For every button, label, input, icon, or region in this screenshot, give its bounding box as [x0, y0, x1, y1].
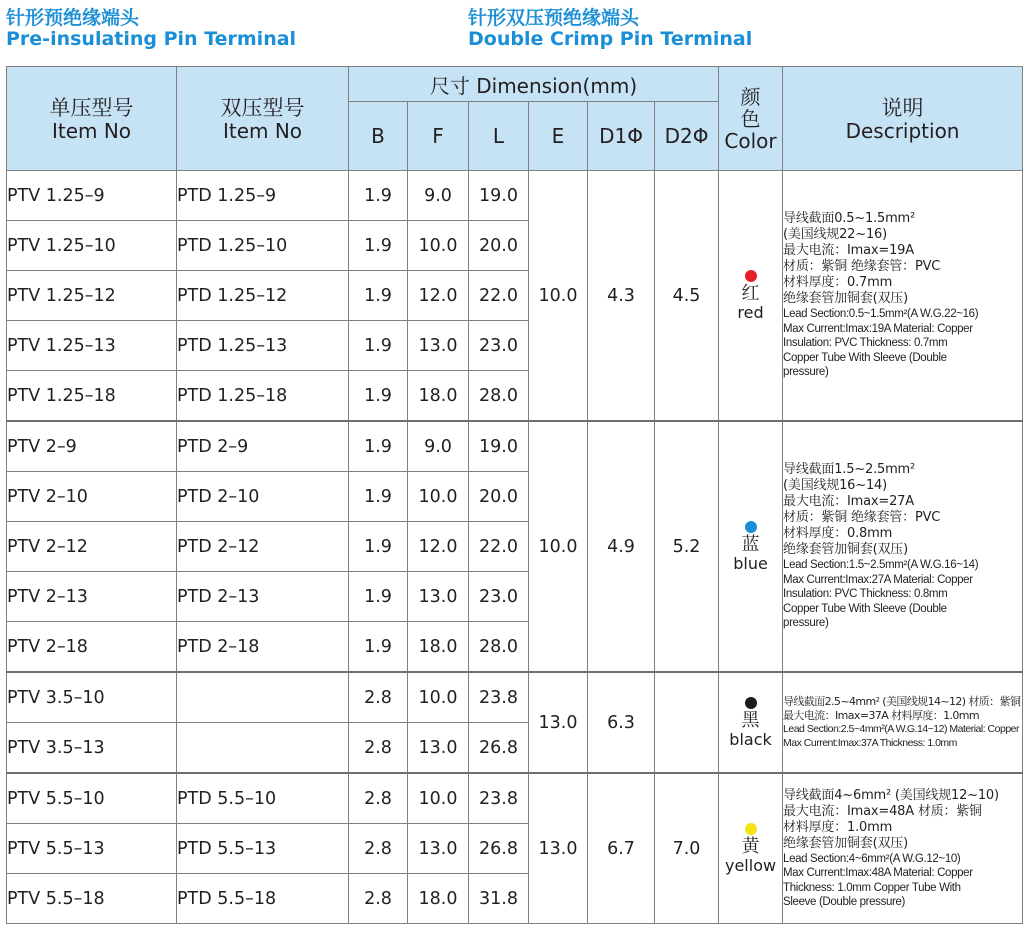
- description-line-en: Max Current:Imax:19A Material: Copper: [783, 322, 973, 335]
- page-title-right-cn: 针形双压预绝缘端头: [468, 7, 640, 29]
- double-item-no: PTD 2–9: [177, 421, 349, 472]
- page-title-right-en: Double Crimp Pin Terminal: [468, 28, 753, 50]
- description-line-en: Lead Section:0.5~1.5mm²(A W.G.22~16): [783, 308, 979, 321]
- single-item-no: PTV 2–12: [7, 522, 177, 572]
- header-d1: D1Φ: [588, 102, 655, 171]
- dim-l: 26.8: [469, 824, 529, 874]
- double-item-no: PTD 1.25–13: [177, 321, 349, 371]
- dim-b: 1.9: [349, 572, 408, 622]
- dim-l: 28.0: [469, 622, 529, 673]
- color-name-cn: 黑: [741, 709, 760, 731]
- color-name-cn: 红: [741, 282, 760, 304]
- description-line-cn: 绝缘套管加铜套(双压): [783, 542, 908, 558]
- single-item-no: PTV 3.5–10: [7, 672, 177, 723]
- description-line-cn: 材质：紫铜 绝缘套管：PVC: [783, 510, 941, 526]
- dim-d2: 5.2: [655, 421, 719, 672]
- dim-b: 1.9: [349, 271, 408, 321]
- header-color: [719, 67, 783, 171]
- dim-d1: 6.3: [588, 672, 655, 773]
- description-line-cn: 导线截面1.5~2.5mm²: [783, 462, 916, 478]
- color-name-en: blue: [733, 553, 768, 573]
- description-line-en: Copper Tube With Sleeve (Double: [783, 602, 947, 615]
- color-name-cn: 蓝: [741, 533, 760, 555]
- single-item-no: PTV 2–13: [7, 572, 177, 622]
- color-dot-icon: [745, 270, 757, 282]
- description-line-cn: 导线截面4~6mm² (美国线规12~10): [783, 787, 999, 803]
- dim-b: 1.9: [349, 522, 408, 572]
- description-line-cn: 导线截面2.5~4mm² (美国线规14~12) 材质：紫铜: [783, 695, 1021, 708]
- dim-f: 10.0: [408, 773, 469, 824]
- dim-f: 13.0: [408, 723, 469, 774]
- color-dot-icon: [745, 521, 757, 533]
- description-cell: [783, 672, 1023, 773]
- dim-b: 2.8: [349, 824, 408, 874]
- description-line-cn: (美国线规16~14): [783, 478, 887, 494]
- dim-l: 20.0: [469, 221, 529, 271]
- double-item-no: PTD 1.25–18: [177, 371, 349, 422]
- dim-l: 28.0: [469, 371, 529, 422]
- description-line-en: pressure): [783, 617, 829, 630]
- spec-table: [6, 66, 1023, 924]
- single-item-no: PTV 2–10: [7, 472, 177, 522]
- dim-b: 1.9: [349, 622, 408, 673]
- dim-l: 20.0: [469, 472, 529, 522]
- description-cell: [783, 421, 1023, 672]
- single-item-no: PTV 5.5–10: [7, 773, 177, 824]
- dim-d1: 6.7: [588, 773, 655, 924]
- description-line-en: Thickness: 1.0mm Copper Tube With: [783, 881, 961, 894]
- color-cell: [719, 421, 783, 672]
- header-single-cn: 单压型号: [49, 95, 134, 120]
- dim-l: 22.0: [469, 522, 529, 572]
- dim-f: 18.0: [408, 874, 469, 924]
- description-cell: [783, 773, 1023, 924]
- header-double-en: Item No: [222, 118, 303, 143]
- color-cell: [719, 773, 783, 924]
- description-line-cn: 材质：紫铜 绝缘套管：PVC: [783, 259, 941, 275]
- double-item-no: PTD 2–13: [177, 572, 349, 622]
- dim-l: 23.8: [469, 672, 529, 723]
- description-line-cn: 最大电流：Imax=27A: [783, 494, 914, 510]
- dim-b: 2.8: [349, 874, 408, 924]
- description-line-en: Insulation: PVC Thickness: 0.7mm: [783, 337, 948, 350]
- header-f: F: [408, 102, 469, 171]
- table-row: [7, 171, 1023, 221]
- dim-l: 26.8: [469, 723, 529, 774]
- dim-l: 23.0: [469, 321, 529, 371]
- dim-b: 1.9: [349, 321, 408, 371]
- description-line-en: Lead Section:1.5~2.5mm²(A W.G.16~14): [783, 559, 979, 572]
- double-item-no: PTD 2–18: [177, 622, 349, 673]
- dim-l: 23.8: [469, 773, 529, 824]
- double-item-no: PTD 1.25–10: [177, 221, 349, 271]
- dim-f: 9.0: [408, 421, 469, 472]
- dim-e: 13.0: [529, 672, 588, 773]
- dim-l: 19.0: [469, 421, 529, 472]
- description-line-cn: (美国线规22~16): [783, 227, 887, 243]
- dim-d1: 4.3: [588, 171, 655, 422]
- double-item-no: PTD 1.25–12: [177, 271, 349, 321]
- description-line-cn: 最大电流：Imax=19A: [783, 243, 914, 259]
- color-name-cn: 黄: [741, 835, 760, 857]
- header-color-cn2: 色: [740, 106, 761, 131]
- single-item-no: PTV 1.25–12: [7, 271, 177, 321]
- dim-b: 2.8: [349, 773, 408, 824]
- double-item-no: PTD 5.5–18: [177, 874, 349, 924]
- color-cell: [719, 672, 783, 773]
- dim-l: 22.0: [469, 271, 529, 321]
- header-single-item: [7, 67, 177, 171]
- dim-e: 10.0: [529, 171, 588, 422]
- dim-d1: 4.9: [588, 421, 655, 672]
- header-color-en: Color: [724, 128, 777, 153]
- dim-b: 1.9: [349, 221, 408, 271]
- dim-b: 1.9: [349, 171, 408, 221]
- single-item-no: PTV 1.25–10: [7, 221, 177, 271]
- color-name-en: red: [737, 302, 764, 322]
- header-b: B: [349, 102, 408, 171]
- double-item-no: PTD 1.25–9: [177, 171, 349, 221]
- dim-d2: 4.5: [655, 171, 719, 422]
- header-e: E: [529, 102, 588, 171]
- dim-d2: [655, 672, 719, 773]
- description-line-cn: 材料厚度：1.0mm: [783, 819, 893, 835]
- table-row: [7, 421, 1023, 472]
- description-line-en: Max Current:Imax:48A Material: Copper: [783, 867, 973, 879]
- header-double-cn: 双压型号: [220, 95, 305, 120]
- single-item-no: PTV 3.5–13: [7, 723, 177, 774]
- header-desc-cn: 说明: [881, 95, 924, 120]
- description-line-en: Max Current:Imax:27A Material: Copper: [783, 573, 973, 586]
- page-title-left-en: Pre-insulating Pin Terminal: [6, 28, 297, 50]
- header-desc-en: Description: [845, 118, 960, 143]
- color-name-en: yellow: [724, 855, 777, 875]
- header-description: [783, 67, 1023, 171]
- description-line-cn: 最大电流：Imax=37A 材料厚度：1.0mm: [783, 709, 980, 722]
- table-row: [7, 773, 1023, 824]
- description-line-cn: 材料厚度：0.8mm: [783, 526, 893, 542]
- header-double-item: [177, 67, 349, 171]
- single-item-no: PTV 1.25–13: [7, 321, 177, 371]
- color-name-en: black: [729, 729, 772, 749]
- description-line-en: Lead Section:2.5~4mm²(A W.G.14~12) Material: Copper: [783, 723, 1019, 735]
- dim-b: 1.9: [349, 472, 408, 522]
- description-line-en: Max Current:Imax:37A Thickness: 1.0mm: [783, 736, 957, 749]
- dim-f: 18.0: [408, 371, 469, 422]
- dim-f: 10.0: [408, 472, 469, 522]
- header-color-cn1: 颜: [740, 84, 761, 109]
- dim-b: 2.8: [349, 672, 408, 723]
- description-line-en: Copper Tube With Sleeve (Double: [783, 351, 947, 364]
- dim-e: 10.0: [529, 421, 588, 672]
- double-item-no: [177, 723, 349, 774]
- double-item-no: PTD 2–12: [177, 522, 349, 572]
- dim-f: 13.0: [408, 321, 469, 371]
- description-line-en: Sleeve (Double pressure): [783, 896, 906, 908]
- dim-f: 13.0: [408, 824, 469, 874]
- description-line-en: Lead Section:4~6mm²(A W.G.12~10): [783, 852, 961, 865]
- description-line-en: Insulation: PVC Thickness: 0.8mm: [783, 588, 948, 601]
- dim-f: 12.0: [408, 271, 469, 321]
- color-dot-icon: [745, 823, 757, 835]
- single-item-no: PTV 2–18: [7, 622, 177, 673]
- color-dot-icon: [745, 697, 757, 709]
- dim-e: 13.0: [529, 773, 588, 924]
- dim-l: 19.0: [469, 171, 529, 221]
- single-item-no: PTV 1.25–9: [7, 171, 177, 221]
- description-cell: [783, 171, 1023, 422]
- double-item-no: PTD 5.5–13: [177, 824, 349, 874]
- description-line-cn: 导线截面0.5~1.5mm²: [783, 211, 916, 227]
- header-l: L: [469, 102, 529, 171]
- double-item-no: PTD 2–10: [177, 472, 349, 522]
- single-item-no: PTV 2–9: [7, 421, 177, 472]
- table-row: [7, 672, 1023, 723]
- dim-d2: 7.0: [655, 773, 719, 924]
- description-line-cn: 绝缘套管加铜套(双压): [783, 291, 908, 307]
- dim-f: 10.0: [408, 672, 469, 723]
- description-line-cn: 最大电流：Imax=48A 材质：紫铜: [783, 803, 982, 819]
- description-line-cn: 材料厚度：0.7mm: [783, 275, 893, 291]
- spec-table-body: [7, 171, 1023, 924]
- dim-b: 1.9: [349, 421, 408, 472]
- single-item-no: PTV 1.25–18: [7, 371, 177, 422]
- single-item-no: PTV 5.5–13: [7, 824, 177, 874]
- single-item-no: PTV 5.5–18: [7, 874, 177, 924]
- dim-f: 12.0: [408, 522, 469, 572]
- double-item-no: [177, 672, 349, 723]
- dim-b: 2.8: [349, 723, 408, 774]
- description-line-en: pressure): [783, 366, 829, 379]
- header-d2: D2Φ: [655, 102, 719, 171]
- page-title-left-cn: 针形预绝缘端头: [6, 7, 140, 29]
- dim-b: 1.9: [349, 371, 408, 422]
- header-single-en: Item No: [51, 118, 132, 143]
- dim-l: 23.0: [469, 572, 529, 622]
- dim-f: 10.0: [408, 221, 469, 271]
- header-dimension: 尺寸 Dimension(mm): [349, 67, 719, 102]
- dim-l: 31.8: [469, 874, 529, 924]
- color-cell: [719, 171, 783, 422]
- dim-f: 9.0: [408, 171, 469, 221]
- dim-f: 13.0: [408, 572, 469, 622]
- dim-f: 18.0: [408, 622, 469, 673]
- description-line-cn: 绝缘套管加铜套(双压): [783, 835, 908, 851]
- double-item-no: PTD 5.5–10: [177, 773, 349, 824]
